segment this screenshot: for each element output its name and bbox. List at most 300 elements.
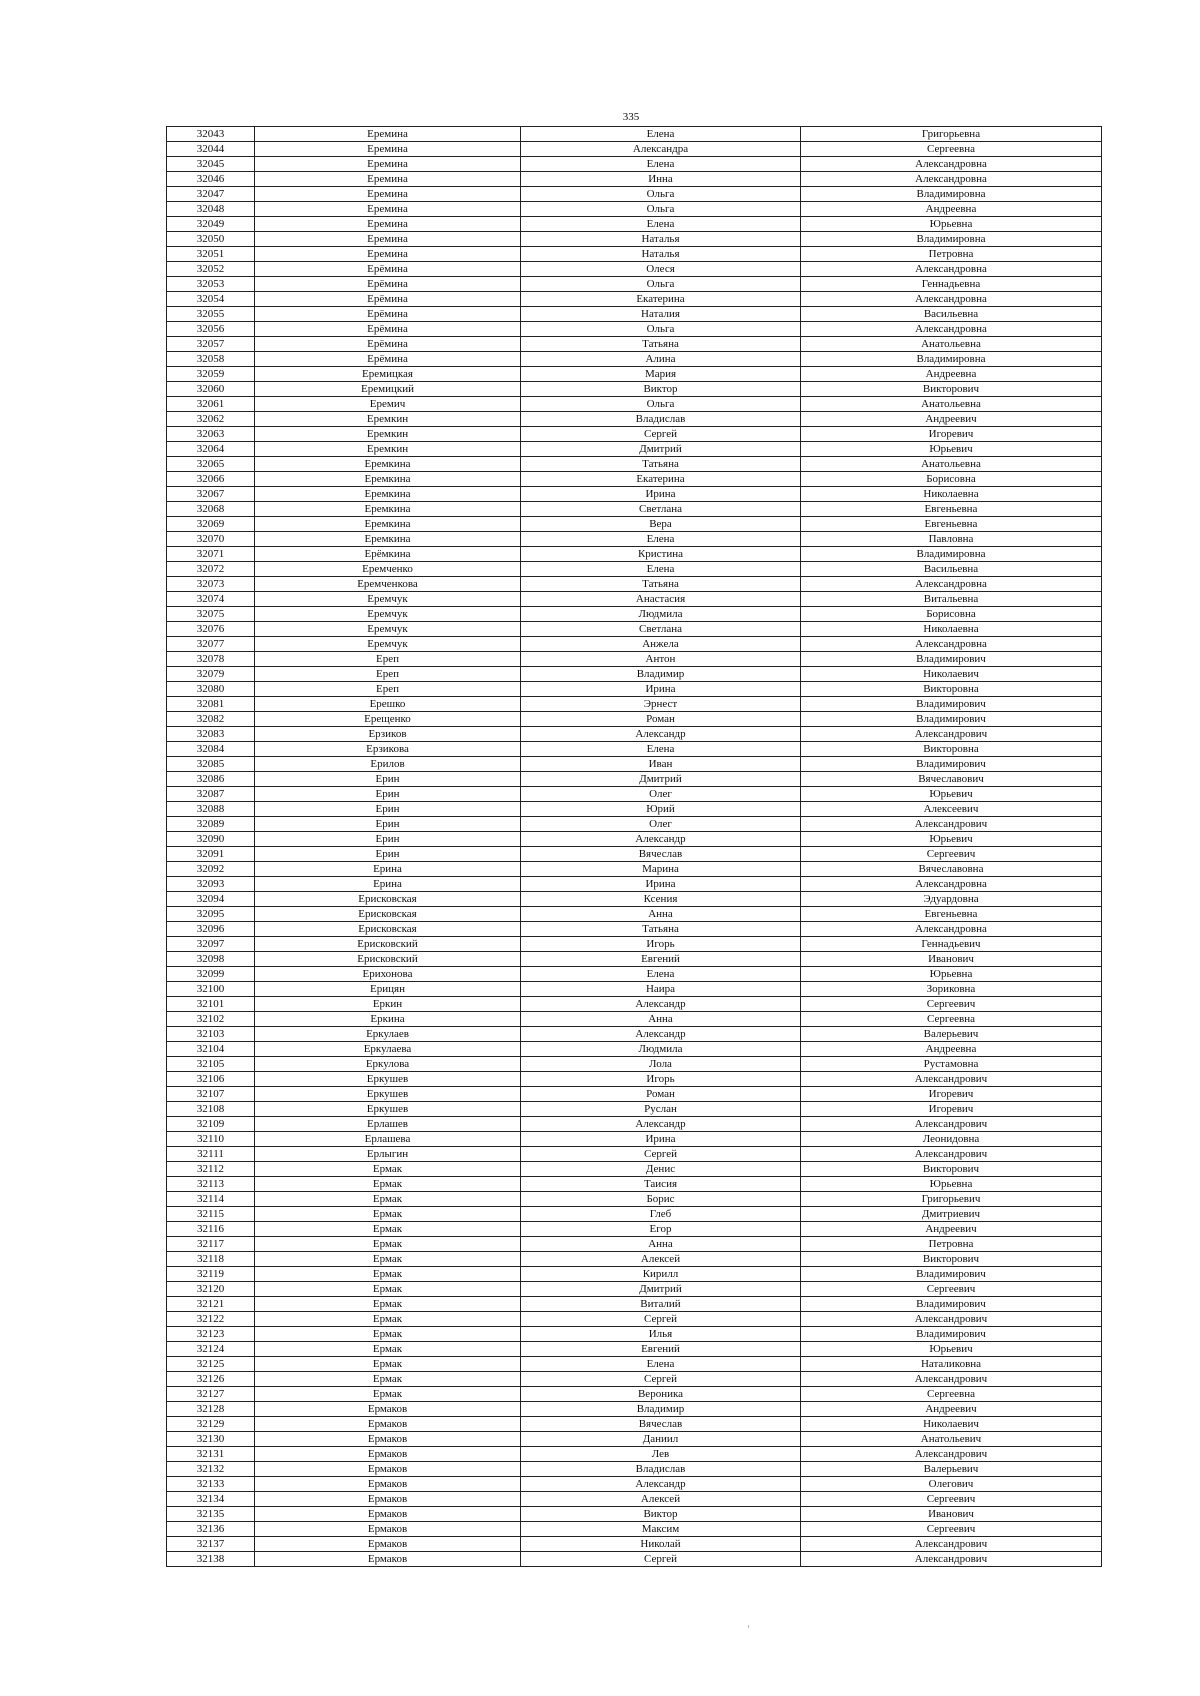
record-number-cell: 32074 — [167, 592, 255, 607]
first-name-cell: Евгений — [521, 1342, 801, 1357]
patronymic-cell: Вячеславовна — [801, 862, 1102, 877]
patronymic-cell: Николаевна — [801, 622, 1102, 637]
first-name-cell: Татьяна — [521, 922, 801, 937]
table-row — [167, 562, 1102, 577]
first-name-cell: Владислав — [521, 412, 801, 427]
table-row — [167, 187, 1102, 202]
first-name-cell: Ольга — [521, 277, 801, 292]
first-name-cell: Алексей — [521, 1492, 801, 1507]
table-row — [167, 727, 1102, 742]
record-number-cell: 32085 — [167, 757, 255, 772]
patronymic-cell: Александровна — [801, 877, 1102, 892]
registry-table — [166, 126, 1102, 1567]
table-row — [167, 1087, 1102, 1102]
first-name-cell: Лев — [521, 1447, 801, 1462]
first-name-cell: Елена — [521, 562, 801, 577]
record-number-cell: 32102 — [167, 1012, 255, 1027]
patronymic-cell: Иванович — [801, 952, 1102, 967]
surname-cell: Еремкин — [255, 442, 521, 457]
record-number-cell: 32051 — [167, 247, 255, 262]
surname-cell: Еремченкова — [255, 577, 521, 592]
record-number-cell: 32066 — [167, 472, 255, 487]
table-row — [167, 1267, 1102, 1282]
surname-cell: Ерёмина — [255, 337, 521, 352]
table-row — [167, 697, 1102, 712]
first-name-cell: Наталья — [521, 232, 801, 247]
patronymic-cell: Анатольевна — [801, 397, 1102, 412]
patronymic-cell: Сергеевна — [801, 1387, 1102, 1402]
patronymic-cell: Витальевна — [801, 592, 1102, 607]
patronymic-cell: Александрович — [801, 727, 1102, 742]
table-row — [167, 787, 1102, 802]
surname-cell: Еремина — [255, 157, 521, 172]
surname-cell: Еремчук — [255, 592, 521, 607]
table-row — [167, 1432, 1102, 1447]
record-number-cell: 32086 — [167, 772, 255, 787]
patronymic-cell: Юрьевна — [801, 217, 1102, 232]
record-number-cell: 32126 — [167, 1372, 255, 1387]
table-row — [167, 742, 1102, 757]
table-row — [167, 487, 1102, 502]
table-row — [167, 367, 1102, 382]
record-number-cell: 32117 — [167, 1237, 255, 1252]
table-row — [167, 262, 1102, 277]
patronymic-cell: Дмитриевич — [801, 1207, 1102, 1222]
table-row — [167, 622, 1102, 637]
surname-cell: Ермаков — [255, 1492, 521, 1507]
surname-cell: Ерин — [255, 772, 521, 787]
surname-cell: Ерисковская — [255, 892, 521, 907]
first-name-cell: Даниил — [521, 1432, 801, 1447]
record-number-cell: 32100 — [167, 982, 255, 997]
first-name-cell: Елена — [521, 742, 801, 757]
surname-cell: Ермаков — [255, 1507, 521, 1522]
first-name-cell: Елена — [521, 1357, 801, 1372]
table-row — [167, 1402, 1102, 1417]
patronymic-cell: Александровна — [801, 637, 1102, 652]
patronymic-cell: Борисовна — [801, 607, 1102, 622]
surname-cell: Ерешко — [255, 697, 521, 712]
first-name-cell: Ольга — [521, 397, 801, 412]
patronymic-cell: Андреевич — [801, 1402, 1102, 1417]
first-name-cell: Сергей — [521, 1372, 801, 1387]
patronymic-cell: Александрович — [801, 1537, 1102, 1552]
patronymic-cell: Андреевна — [801, 367, 1102, 382]
first-name-cell: Анна — [521, 907, 801, 922]
record-number-cell: 32049 — [167, 217, 255, 232]
first-name-cell: Игорь — [521, 937, 801, 952]
table-row — [167, 937, 1102, 952]
first-name-cell: Сергей — [521, 1552, 801, 1567]
surname-cell: Ерёмина — [255, 292, 521, 307]
first-name-cell: Владислав — [521, 1462, 801, 1477]
patronymic-cell: Юрьевич — [801, 787, 1102, 802]
table-row — [167, 1237, 1102, 1252]
record-number-cell: 32093 — [167, 877, 255, 892]
surname-cell: Еркулаев — [255, 1027, 521, 1042]
table-row — [167, 1072, 1102, 1087]
record-number-cell: 32111 — [167, 1147, 255, 1162]
patronymic-cell: Леонидовна — [801, 1132, 1102, 1147]
scan-speck — [748, 1625, 749, 1628]
first-name-cell: Ирина — [521, 682, 801, 697]
first-name-cell: Ксения — [521, 892, 801, 907]
patronymic-cell: Александрович — [801, 817, 1102, 832]
surname-cell: Еремич — [255, 397, 521, 412]
surname-cell: Ерзикова — [255, 742, 521, 757]
first-name-cell: Сергей — [521, 1147, 801, 1162]
table-row — [167, 352, 1102, 367]
patronymic-cell: Анатольевна — [801, 337, 1102, 352]
record-number-cell: 32112 — [167, 1162, 255, 1177]
surname-cell: Ермак — [255, 1282, 521, 1297]
surname-cell: Ерин — [255, 832, 521, 847]
record-number-cell: 32044 — [167, 142, 255, 157]
record-number-cell: 32048 — [167, 202, 255, 217]
patronymic-cell: Сергеевич — [801, 1522, 1102, 1537]
surname-cell: Ереп — [255, 682, 521, 697]
record-number-cell: 32043 — [167, 127, 255, 142]
first-name-cell: Ирина — [521, 487, 801, 502]
surname-cell: Ермак — [255, 1192, 521, 1207]
surname-cell: Ерёмина — [255, 307, 521, 322]
patronymic-cell: Сергеевич — [801, 847, 1102, 862]
table-row — [167, 802, 1102, 817]
patronymic-cell: Сергеевич — [801, 1282, 1102, 1297]
record-number-cell: 32079 — [167, 667, 255, 682]
table-row — [167, 442, 1102, 457]
record-number-cell: 32069 — [167, 517, 255, 532]
first-name-cell: Вероника — [521, 1387, 801, 1402]
surname-cell: Ерёмкина — [255, 547, 521, 562]
patronymic-cell: Андреевна — [801, 202, 1102, 217]
record-number-cell: 32045 — [167, 157, 255, 172]
patronymic-cell: Александровна — [801, 172, 1102, 187]
first-name-cell: Александр — [521, 832, 801, 847]
record-number-cell: 32136 — [167, 1522, 255, 1537]
table-row — [167, 1132, 1102, 1147]
record-number-cell: 32107 — [167, 1087, 255, 1102]
table-row — [167, 1447, 1102, 1462]
record-number-cell: 32077 — [167, 637, 255, 652]
record-number-cell: 32092 — [167, 862, 255, 877]
surname-cell: Ерёмина — [255, 352, 521, 367]
first-name-cell: Наира — [521, 982, 801, 997]
patronymic-cell: Викторовна — [801, 682, 1102, 697]
patronymic-cell: Владимирович — [801, 652, 1102, 667]
first-name-cell: Людмила — [521, 607, 801, 622]
patronymic-cell: Рустамовна — [801, 1057, 1102, 1072]
surname-cell: Ермак — [255, 1327, 521, 1342]
table-row — [167, 517, 1102, 532]
table-row — [167, 997, 1102, 1012]
first-name-cell: Кристина — [521, 547, 801, 562]
surname-cell: Ермак — [255, 1177, 521, 1192]
table-row — [167, 127, 1102, 142]
record-number-cell: 32058 — [167, 352, 255, 367]
patronymic-cell: Сергеевна — [801, 142, 1102, 157]
record-number-cell: 32101 — [167, 997, 255, 1012]
surname-cell: Ереп — [255, 667, 521, 682]
table-row — [167, 877, 1102, 892]
patronymic-cell: Юрьевна — [801, 967, 1102, 982]
table-row — [167, 412, 1102, 427]
surname-cell: Еркушев — [255, 1087, 521, 1102]
first-name-cell: Александр — [521, 1117, 801, 1132]
record-number-cell: 32096 — [167, 922, 255, 937]
first-name-cell: Александр — [521, 1027, 801, 1042]
surname-cell: Ерисковская — [255, 907, 521, 922]
patronymic-cell: Геннадьевич — [801, 937, 1102, 952]
surname-cell: Еркина — [255, 1012, 521, 1027]
table-row — [167, 172, 1102, 187]
table-row — [167, 1282, 1102, 1297]
surname-cell: Еркулова — [255, 1057, 521, 1072]
surname-cell: Еремкина — [255, 532, 521, 547]
surname-cell: Ермак — [255, 1372, 521, 1387]
table-row — [167, 1192, 1102, 1207]
record-number-cell: 32097 — [167, 937, 255, 952]
table-row — [167, 772, 1102, 787]
table-row — [167, 1147, 1102, 1162]
patronymic-cell: Олегович — [801, 1477, 1102, 1492]
surname-cell: Ермаков — [255, 1462, 521, 1477]
first-name-cell: Владимир — [521, 1402, 801, 1417]
patronymic-cell: Александровна — [801, 577, 1102, 592]
first-name-cell: Елена — [521, 217, 801, 232]
patronymic-cell: Александрович — [801, 1072, 1102, 1087]
record-number-cell: 32119 — [167, 1267, 255, 1282]
first-name-cell: Анна — [521, 1012, 801, 1027]
record-number-cell: 32135 — [167, 1507, 255, 1522]
patronymic-cell: Павловна — [801, 532, 1102, 547]
surname-cell: Ермак — [255, 1162, 521, 1177]
first-name-cell: Илья — [521, 1327, 801, 1342]
surname-cell: Еремицкая — [255, 367, 521, 382]
surname-cell: Ерзиков — [255, 727, 521, 742]
surname-cell: Ермак — [255, 1387, 521, 1402]
surname-cell: Еремкина — [255, 487, 521, 502]
patronymic-cell: Николаевич — [801, 667, 1102, 682]
surname-cell: Еремина — [255, 127, 521, 142]
record-number-cell: 32078 — [167, 652, 255, 667]
first-name-cell: Виктор — [521, 382, 801, 397]
record-number-cell: 32115 — [167, 1207, 255, 1222]
record-number-cell: 32110 — [167, 1132, 255, 1147]
record-number-cell: 32131 — [167, 1447, 255, 1462]
record-number-cell: 32114 — [167, 1192, 255, 1207]
surname-cell: Еремкина — [255, 457, 521, 472]
table-row — [167, 1372, 1102, 1387]
record-number-cell: 32125 — [167, 1357, 255, 1372]
first-name-cell: Инна — [521, 172, 801, 187]
table-row — [167, 1387, 1102, 1402]
patronymic-cell: Петровна — [801, 1237, 1102, 1252]
table-row — [167, 982, 1102, 997]
surname-cell: Ермак — [255, 1267, 521, 1282]
table-row — [167, 247, 1102, 262]
surname-cell: Ермаков — [255, 1552, 521, 1567]
first-name-cell: Сергей — [521, 1312, 801, 1327]
surname-cell: Еремченко — [255, 562, 521, 577]
surname-cell: Ерисковский — [255, 952, 521, 967]
patronymic-cell: Григорьевич — [801, 1192, 1102, 1207]
record-number-cell: 32083 — [167, 727, 255, 742]
surname-cell: Еремина — [255, 172, 521, 187]
first-name-cell: Эрнест — [521, 697, 801, 712]
first-name-cell: Ольга — [521, 322, 801, 337]
first-name-cell: Руслан — [521, 1102, 801, 1117]
first-name-cell: Олег — [521, 817, 801, 832]
first-name-cell: Борис — [521, 1192, 801, 1207]
first-name-cell: Игорь — [521, 1072, 801, 1087]
patronymic-cell: Владимировна — [801, 232, 1102, 247]
table-row — [167, 1252, 1102, 1267]
table-row — [167, 382, 1102, 397]
surname-cell: Ерлашева — [255, 1132, 521, 1147]
patronymic-cell: Анатольевич — [801, 1432, 1102, 1447]
first-name-cell: Александра — [521, 142, 801, 157]
table-row — [167, 922, 1102, 937]
table-row — [167, 1522, 1102, 1537]
record-number-cell: 32064 — [167, 442, 255, 457]
table-row — [167, 607, 1102, 622]
surname-cell: Ерисковский — [255, 937, 521, 952]
record-number-cell: 32065 — [167, 457, 255, 472]
surname-cell: Ермаков — [255, 1477, 521, 1492]
surname-cell: Ермак — [255, 1342, 521, 1357]
record-number-cell: 32120 — [167, 1282, 255, 1297]
record-number-cell: 32127 — [167, 1387, 255, 1402]
patronymic-cell: Вячеславович — [801, 772, 1102, 787]
record-number-cell: 32050 — [167, 232, 255, 247]
record-number-cell: 32076 — [167, 622, 255, 637]
record-number-cell: 32075 — [167, 607, 255, 622]
patronymic-cell: Владимирович — [801, 757, 1102, 772]
table-row — [167, 862, 1102, 877]
record-number-cell: 32091 — [167, 847, 255, 862]
table-row — [167, 292, 1102, 307]
patronymic-cell: Викторовна — [801, 742, 1102, 757]
record-number-cell: 32109 — [167, 1117, 255, 1132]
surname-cell: Еремина — [255, 232, 521, 247]
patronymic-cell: Юрьевич — [801, 1342, 1102, 1357]
surname-cell: Ерёмина — [255, 322, 521, 337]
table-row — [167, 1537, 1102, 1552]
record-number-cell: 32133 — [167, 1477, 255, 1492]
patronymic-cell: Эдуардовна — [801, 892, 1102, 907]
surname-cell: Ермаков — [255, 1432, 521, 1447]
surname-cell: Еремицкий — [255, 382, 521, 397]
surname-cell: Ермак — [255, 1237, 521, 1252]
record-number-cell: 32084 — [167, 742, 255, 757]
surname-cell: Ермак — [255, 1207, 521, 1222]
record-number-cell: 32105 — [167, 1057, 255, 1072]
table-row — [167, 1552, 1102, 1567]
first-name-cell: Александр — [521, 997, 801, 1012]
patronymic-cell: Владимирович — [801, 697, 1102, 712]
table-row — [167, 142, 1102, 157]
table-row — [167, 1057, 1102, 1072]
first-name-cell: Таисия — [521, 1177, 801, 1192]
first-name-cell: Виталий — [521, 1297, 801, 1312]
first-name-cell: Анна — [521, 1237, 801, 1252]
patronymic-cell: Евгеньевна — [801, 517, 1102, 532]
surname-cell: Ерёмина — [255, 262, 521, 277]
table-row — [167, 757, 1102, 772]
record-number-cell: 32113 — [167, 1177, 255, 1192]
table-row — [167, 1327, 1102, 1342]
first-name-cell: Анастасия — [521, 592, 801, 607]
surname-cell: Ереп — [255, 652, 521, 667]
first-name-cell: Вячеслав — [521, 1417, 801, 1432]
patronymic-cell: Александровна — [801, 922, 1102, 937]
table-row — [167, 1117, 1102, 1132]
record-number-cell: 32098 — [167, 952, 255, 967]
patronymic-cell: Александровна — [801, 292, 1102, 307]
table-row — [167, 1507, 1102, 1522]
record-number-cell: 32122 — [167, 1312, 255, 1327]
patronymic-cell: Валерьевич — [801, 1462, 1102, 1477]
surname-cell: Еркушев — [255, 1102, 521, 1117]
patronymic-cell: Васильевна — [801, 562, 1102, 577]
first-name-cell: Роман — [521, 712, 801, 727]
first-name-cell: Вера — [521, 517, 801, 532]
record-number-cell: 32088 — [167, 802, 255, 817]
first-name-cell: Глеб — [521, 1207, 801, 1222]
surname-cell: Ермаков — [255, 1522, 521, 1537]
surname-cell: Ерин — [255, 847, 521, 862]
record-number-cell: 32055 — [167, 307, 255, 322]
patronymic-cell: Наталиковна — [801, 1357, 1102, 1372]
table-row — [167, 1177, 1102, 1192]
table-row — [167, 1012, 1102, 1027]
table-row — [167, 637, 1102, 652]
record-number-cell: 32106 — [167, 1072, 255, 1087]
record-number-cell: 32059 — [167, 367, 255, 382]
surname-cell: Ерина — [255, 877, 521, 892]
surname-cell: Еремкин — [255, 412, 521, 427]
record-number-cell: 32053 — [167, 277, 255, 292]
record-number-cell: 32130 — [167, 1432, 255, 1447]
table-row — [167, 907, 1102, 922]
record-number-cell: 32094 — [167, 892, 255, 907]
table-row — [167, 1462, 1102, 1477]
table-row — [167, 1312, 1102, 1327]
first-name-cell: Ольга — [521, 202, 801, 217]
patronymic-cell: Сергеевна — [801, 1012, 1102, 1027]
patronymic-cell: Игоревич — [801, 1087, 1102, 1102]
first-name-cell: Дмитрий — [521, 1282, 801, 1297]
table-row — [167, 532, 1102, 547]
table-row — [167, 1222, 1102, 1237]
patronymic-cell: Андреевич — [801, 1222, 1102, 1237]
table-row — [167, 967, 1102, 982]
patronymic-cell: Александровна — [801, 322, 1102, 337]
surname-cell: Еремкин — [255, 427, 521, 442]
table-row — [167, 1162, 1102, 1177]
record-number-cell: 32068 — [167, 502, 255, 517]
first-name-cell: Александр — [521, 1477, 801, 1492]
first-name-cell: Алексей — [521, 1252, 801, 1267]
patronymic-cell: Иванович — [801, 1507, 1102, 1522]
first-name-cell: Антон — [521, 652, 801, 667]
record-number-cell: 32046 — [167, 172, 255, 187]
record-number-cell: 32057 — [167, 337, 255, 352]
first-name-cell: Денис — [521, 1162, 801, 1177]
surname-cell: Ермаков — [255, 1447, 521, 1462]
table-row — [167, 832, 1102, 847]
